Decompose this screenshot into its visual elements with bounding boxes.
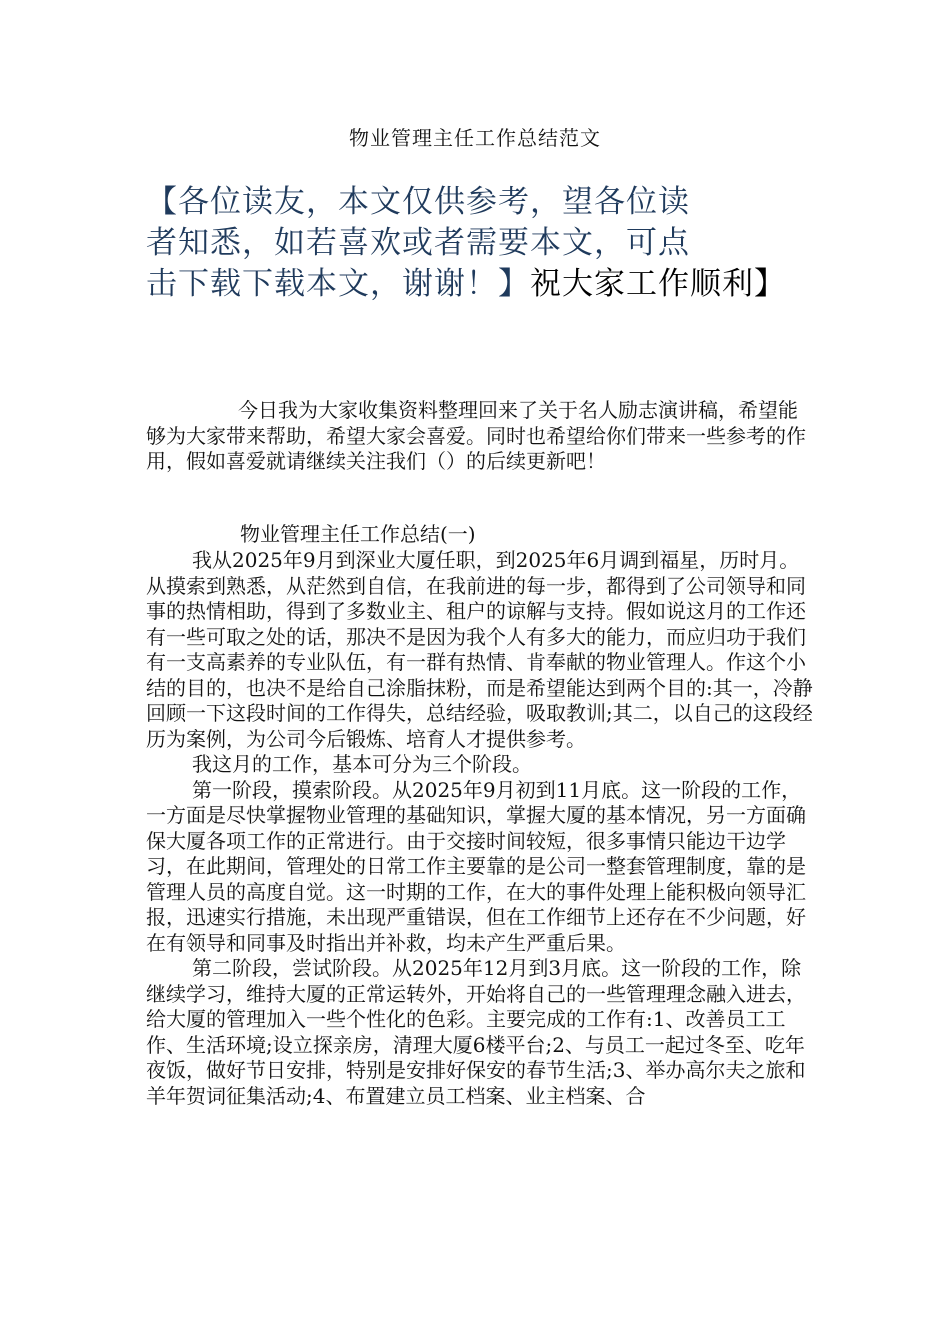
notice-line-1: 【各位读友，本文仅供参考，望各位读: [146, 184, 690, 220]
notice-line-2: 者知悉，如若喜欢或者需要本文，可点: [146, 225, 690, 261]
notice-line-3-link: 击下载下载本文，谢谢！】: [146, 266, 530, 302]
document-title: 物业管理主任工作总结范文: [349, 126, 601, 150]
download-notice: [146, 182, 866, 305]
paragraph: 第一阶段，摸索阶段。从2025年9月初到11月底。这一阶段的工作，一方面是尽快掌握物业管理的基础知识，掌握大厦的基本情况，另一方面确保大厦各项工作的正常进行。由于交接时间较短，很多事情只能边干边学习，在此期间，管理处的日常工作主要靠的是公司一整套管理制度，靠的是管理人员的高度自觉。这一时期的工作，在大的事件处理上能积极向领导汇报，迅速实行措施，未出现严重错误，但在工作细节上还存在不少问题，好在有领导和同事及时指出并补救，均未产生严重后果。: [146, 777, 806, 955]
notice-line-3-tail: 祝大家工作顺利】: [530, 266, 786, 302]
intro-paragraph: 今日我为大家收集资料整理回来了关于名人励志演讲稿，希望能够为大家带来帮助，希望大家会喜爱。同时也希望给你们带来一些参考的作用，假如喜爱就请继续关注我们（）的后续更新吧！: [146, 398, 806, 473]
body-paragraphs: [146, 548, 814, 1109]
notice-line-3: [146, 264, 866, 305]
section-heading: 物业管理主任工作总结(一): [240, 522, 476, 546]
paragraph: 我从2025年9月到深业大厦任职，到2025年6月调到福星，历时月。从摸索到熟悉，从茫然到自信，在我前进的每一步，都得到了公司领导和同事的热情相助，得到了多数业主、租户的谅解与支持。假如说这月的工作还有一些可取之处的话，那决不是因为我个人有多大的能力，而应归功于我们有一支高素养的专业队伍，有一群有热情、肯奉献的物业管理人。作这个小结的目的，也决不是给自己涂脂抹粉，而是希望能达到两个目的:其一，冷静回顾一下这段时间的工作得失，总结经验，吸取教训;其二，以自己的这段经历为案例，为公司今后锻炼、培育人才提供参考。: [146, 548, 813, 751]
paragraph: 第二阶段，尝试阶段。从2025年12月到3月底。这一阶段的工作，除继续学习，维持大厦的正常运转外，开始将自己的一些管理理念融入进去，给大厦的管理加入一些个性化的色彩。主要完成的工作有:1、改善员工工作、生活环境;设立探亲房，清理大厦6楼平台;2、与员工一起过冬至、吃年夜饭，做好节日安排，特别是安排好保安的春节生活;3、举办高尔夫之旅和羊年贺词征集活动;4、布置建立员工档案、业主档案、合: [146, 956, 806, 1108]
paragraph: 我这月的工作，基本可分为三个阶段。: [192, 752, 532, 776]
